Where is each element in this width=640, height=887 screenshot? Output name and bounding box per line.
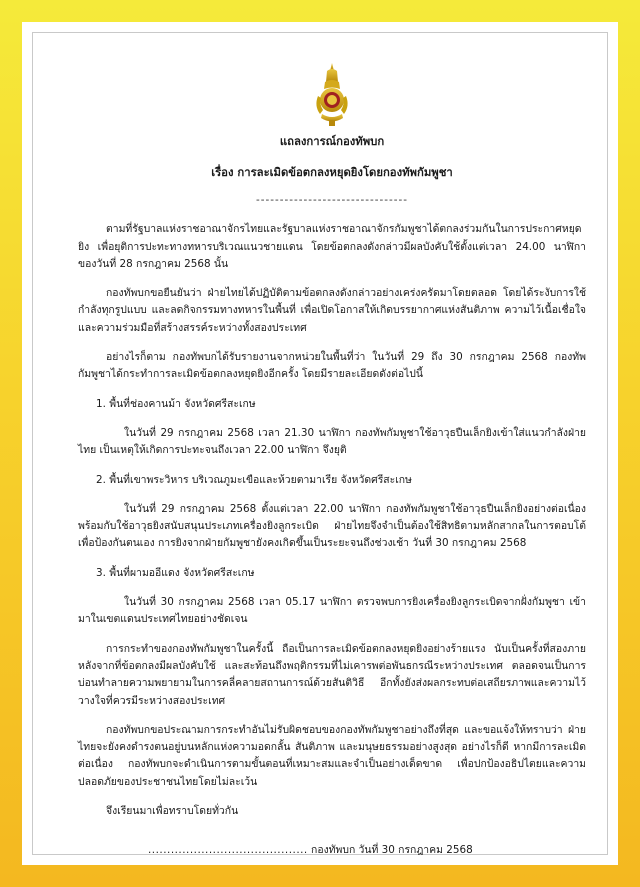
organization-title: แถลงการณ์กองทัพบก bbox=[279, 135, 385, 148]
signature-text: กองทัพบก วันที่ 30 กรกฎาคม 2568 bbox=[311, 844, 473, 857]
paragraph-1: ตามที่รัฐบาลแห่งราชอาณาจักรไทยและรัฐบาลแห่งราชอาณาจักรกัมพูชาได้ตกลงร่วมกันในการประกาศหยุดยิง เพื่อยุติการปะทะทางทหารบริเวณแนวชายแดน โดยข้อตกลงดังกล่าวมีผลบังคับใช้ตั้งแต่เวลา 24.00 นาฬิกา ของวันที่ 28 กรกฎาคม 2568 นั้น bbox=[78, 223, 586, 270]
paragraph-5: กองทัพบกขอประณามการกระทำอันไม่รับผิดชอบของกองทัพกัมพูชาอย่างถึงที่สุด และขอแจ้งให้ทราบว่า ฝ่ายไทยจะยังคงดำรงตนอยู่บนหลักแห่งความอดกลั้น สันติภาพ และมนุษยธรรมอย่างสูงสุด อย่างไรก็ดี หากมีการละเมิดต่อเนื่อง กองทัพบกจะดำเนินการตามขั้นตอนที่เหมาะสมและจำเป็นอย่างเด็ดขาด เพื่อปกป้องอธิปไตยและความปลอดภัยของประชาชนไทยโดยไม่ละเว้น bbox=[78, 723, 586, 788]
section-2-title: 2. พื้นที่เขาพระวิหาร บริเวณภูมะเขือและห้วยตามาเรีย จังหวัดศรีสะเกษ bbox=[96, 473, 412, 486]
document-sheet bbox=[22, 22, 618, 865]
royal-thai-army-emblem-icon bbox=[312, 62, 352, 128]
paragraph-2: กองทัพบกขอยืนยันว่า ฝ่ายไทยได้ปฏิบัติตามข้อตกลงดังกล่าวอย่างเคร่งครัดมาโดยตลอด โดยได้ระงับการใช้กำลังทุกรูปแบบ และลดกิจกรรมทางทหารในพื้นที่ เพื่อเปิดโอกาสให้เกิดบรรยากาศแห่งสันติภาพ ความไว้เนื้อเชื่อใจ และความร่วมมือที่สร้างสรรค์ระหว่างทั้งสองประเทศ bbox=[78, 287, 586, 334]
section-3-body: ในวันที่ 30 กรกฎาคม 2568 เวลา 05.17 นาฬิกา ตรวจพบการยิงเครื่องยิงลูกระเบิดจากฝั่งกัมพูชา เข้ามาในเขตแดนประเทศไทยอย่างชัดเจน bbox=[78, 596, 586, 626]
paragraph-4: การกระทำของกองทัพกัมพูชาในครั้งนี้ ถือเป็นการละเมิดข้อตกลงหยุดยิงอย่างร้ายแรง นับเป็นครั้งที่สองภายหลังจากที่ข้อตกลงมีผลบังคับใช้ และสะท้อนถึงพฤติกรรมที่ไม่เคารพต่อพันธกรณีระหว่างประเทศ ตลอดจนเป็นการบ่อนทำลายความพยายามในการคลี่คลายสถานการณ์ด้วยสันติวิธี อีกทั้งยังส่งผลกระทบต่อเสถียรภาพและความไว้วางใจที่ควรมีระหว่างสองประเทศ bbox=[78, 642, 586, 707]
section-1-title: 1. พื้นที่ช่องคานม้า จังหวัดศรีสะเกษ bbox=[96, 397, 256, 410]
signature-dots: .......................................... bbox=[148, 844, 308, 857]
closing-line: จึงเรียนมาเพื่อทราบโดยทั่วกัน bbox=[106, 805, 239, 818]
document-title: เรื่อง การละเมิดข้อตกลงหยุดยิงโดยกองทัพกัมพูชา bbox=[211, 166, 453, 179]
paragraph-3: อย่างไรก็ตาม กองทัพบกได้รับรายงานจากหน่วยในพื้นที่ว่า ในวันที่ 29 ถึง 30 กรกฎาคม 2568 กองทัพกัมพูชาได้กระทำการละเมิดข้อตกลงหยุดยิงอีกครั้ง โดยมีรายละเอียดดังต่อไปนี้ bbox=[78, 351, 586, 381]
title-divider: -------------------------------- bbox=[256, 194, 408, 206]
document-content bbox=[78, 62, 586, 860]
section-3-title: 3. พื้นที่ผามออีแดง จังหวัดศรีสะเกษ bbox=[96, 566, 255, 579]
signature-line bbox=[78, 842, 586, 859]
section-1-body: ในวันที่ 29 กรกฎาคม 2568 เวลา 21.30 นาฬิกา กองทัพกัมพูชาใช้อาวุธปืนเล็กยิงเข้าใส่แนวกำลังฝ่ายไทย เป็นเหตุให้เกิดการปะทะจนถึงเวลา 22.00 นาฬิกา จึงยุติ bbox=[78, 426, 586, 457]
section-2-body: ในวันที่ 29 กรกฎาคม 2568 ตั้งแต่เวลา 22.00 นาฬิกา กองทัพกัมพูชาใช้อาวุธปืนเล็กยิงอย่างต่อเนื่อง พร้อมกับใช้อาวุธยิงสนับสนุนประเภทเครื่องยิงลูกระเบิด ฝ่ายไทยจึงจำเป็นต้องใช้สิทธิตามหลักสากลในการตอบโต้เพื่อป้องกันตนเอง การยิงจากฝ่ายกัมพูชายังคงเกิดขึ้นเป็นระยะจนถึงช่วงเช้า วันที่ 30 กรกฎาคม 2568 bbox=[78, 502, 586, 550]
